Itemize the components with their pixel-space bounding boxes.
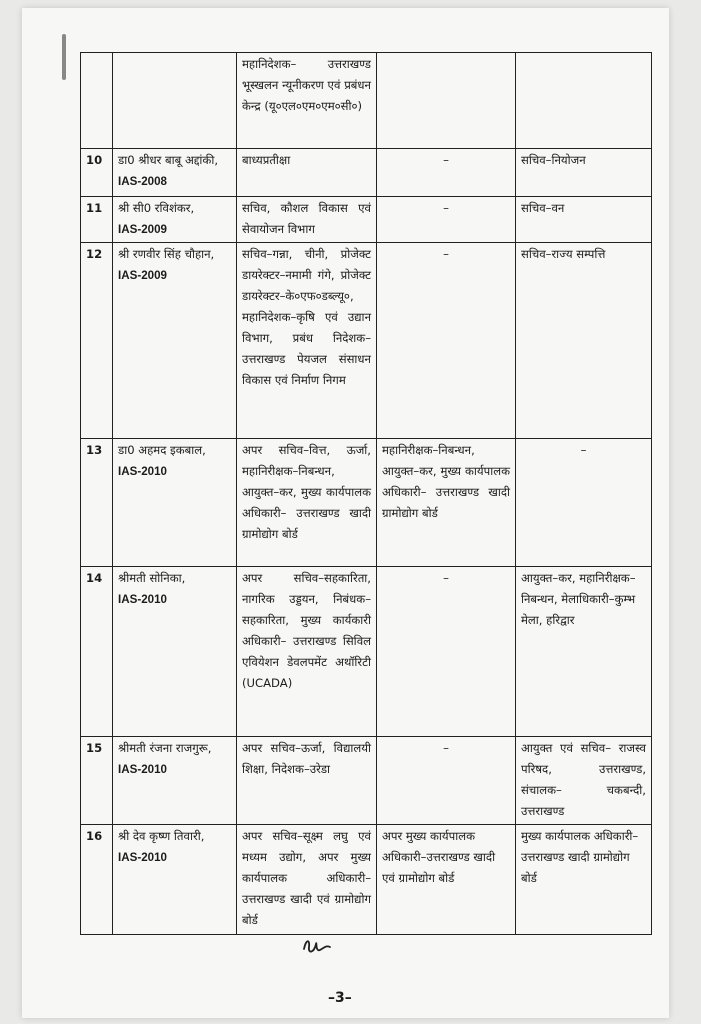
- page-number: –3–: [328, 990, 352, 1006]
- new-post-cell: आयुक्त–कर, महानिरीक्षक–निबन्धन, मेलाधिकारी–कुम्भ मेला, हरिद्वार: [516, 567, 652, 737]
- transfer-table: [80, 52, 652, 935]
- removed-from-cell: –: [377, 149, 516, 197]
- officer-batch: IAS-2010: [118, 593, 167, 606]
- officer-batch: IAS-2010: [118, 851, 167, 864]
- officer-name: श्री सी0 रविशंकर,: [118, 201, 195, 215]
- new-post-cell: सचिव–राज्य सम्पत्ति: [516, 243, 652, 439]
- current-post-cell: सचिव, कौशल विकास एवं सेवायोजन विभाग: [237, 197, 377, 243]
- officer-name-cell: [113, 567, 237, 737]
- officer-batch: IAS-2010: [118, 763, 167, 776]
- new-post-cell: आयुक्त एवं सचिव– राजस्व परिषद, उत्तराखण्ड, संचालक– चकबन्दी, उत्तराखण्ड: [516, 737, 652, 825]
- removed-from-cell: –: [377, 197, 516, 243]
- officer-batch: IAS-2008: [118, 175, 167, 188]
- current-post-cell: सचिव–गन्ना, चीनी, प्रोजेक्ट डायरेक्टर–नमामी गंगे, प्रोजेक्ट डायरेक्टर–के०एफ०डब्ल्यू०, महानिदेशक–कृषि एवं उद्यान विभाग, प्रबंध निदेशक–उत्तराखण्ड पेयजल संसाधन विकास एवं निर्माण निगम: [237, 243, 377, 439]
- officer-batch: IAS-2009: [118, 269, 167, 282]
- officer-batch: IAS-2009: [118, 223, 167, 236]
- table-row: [81, 825, 652, 935]
- officer-batch: IAS-2010: [118, 465, 167, 478]
- officer-name: डा0 श्रीधर बाबू अद्दांकी,: [118, 153, 219, 167]
- current-post-cell: महानिदेशक– उत्तराखण्ड भूस्खलन न्यूनीकरण एवं प्रबंधन केन्द्र (यू०एल०एम०एम०सी०): [237, 53, 377, 149]
- current-post-cell: अपर सचिव–वित्त, ऊर्जा, महानिरीक्षक–निबन्धन, आयुक्त–कर, मुख्य कार्यपालक अधिकारी– उत्तराखण्ड खादी ग्रामोद्योग बोर्ड: [237, 439, 377, 567]
- officer-name-cell: [113, 439, 237, 567]
- serial-number-cell: [81, 53, 113, 149]
- new-post-cell: –: [516, 439, 652, 567]
- new-post-cell: मुख्य कार्यपालक अधिकारी–उत्तराखण्ड खादी ग्रामोद्योग बोर्ड: [516, 825, 652, 935]
- officer-name: डा0 अहमद इकबाल,: [118, 443, 206, 457]
- officer-name: श्री रणवीर सिंह चौहान,: [118, 247, 215, 261]
- current-post-cell: अपर सचिव–सहकारिता, नागरिक उड्डयन, निबंधक–सहकारिता, मुख्य कार्यकारी अधिकारी– उत्तराखण्ड सिविल एवियेशन डेवलपमेंट अथॉरिटी (UCADA): [237, 567, 377, 737]
- serial-number-cell: 16: [81, 825, 113, 935]
- officer-name-cell: [113, 243, 237, 439]
- officer-name-cell: [113, 737, 237, 825]
- current-post-cell: अपर सचिव–सूक्ष्म लघु एवं मध्यम उद्योग, अपर मुख्य कार्यपालक अधिकारी–उत्तराखण्ड खादी एवं ग्रामोद्योग बोर्ड: [237, 825, 377, 935]
- removed-from-cell: महानिरीक्षक–निबन्धन, आयुक्त–कर, मुख्य कार्यपालक अधिकारी– उत्तराखण्ड खादी ग्रामोद्योग बोर्ड: [377, 439, 516, 567]
- officer-name: श्रीमती रंजना राजगुरू,: [118, 741, 212, 755]
- current-post-cell: अपर सचिव–ऊर्जा, विद्यालयी शिक्षा, निदेशक–उरेडा: [237, 737, 377, 825]
- officer-name: श्री देव कृष्ण तिवारी,: [118, 829, 205, 843]
- staple-mark: [62, 34, 66, 80]
- removed-from-cell: अपर मुख्य कार्यपालक अधिकारी–उत्तराखण्ड खादी एवं ग्रामोद्योग बोर्ड: [377, 825, 516, 935]
- officer-name-cell: [113, 53, 237, 149]
- officer-name: श्रीमती सोनिका,: [118, 571, 186, 585]
- current-post-cell: बाध्यप्रतीक्षा: [237, 149, 377, 197]
- signature-scribble-icon: [300, 935, 336, 957]
- table-row: [81, 243, 652, 439]
- officer-name-cell: [113, 149, 237, 197]
- table-row: [81, 197, 652, 243]
- new-post-cell: सचिव–नियोजन: [516, 149, 652, 197]
- new-post-cell: सचिव–वन: [516, 197, 652, 243]
- officer-name-cell: [113, 825, 237, 935]
- removed-from-cell: –: [377, 737, 516, 825]
- table-row: [81, 149, 652, 197]
- serial-number-cell: 10: [81, 149, 113, 197]
- table-row: [81, 737, 652, 825]
- serial-number-cell: 14: [81, 567, 113, 737]
- new-post-cell: [516, 53, 652, 149]
- serial-number-cell: 12: [81, 243, 113, 439]
- table-row: [81, 53, 652, 149]
- serial-number-cell: 15: [81, 737, 113, 825]
- officer-name-cell: [113, 197, 237, 243]
- serial-number-cell: 13: [81, 439, 113, 567]
- removed-from-cell: –: [377, 567, 516, 737]
- removed-from-cell: –: [377, 243, 516, 439]
- serial-number-cell: 11: [81, 197, 113, 243]
- removed-from-cell: [377, 53, 516, 149]
- table-row: [81, 439, 652, 567]
- table-row: [81, 567, 652, 737]
